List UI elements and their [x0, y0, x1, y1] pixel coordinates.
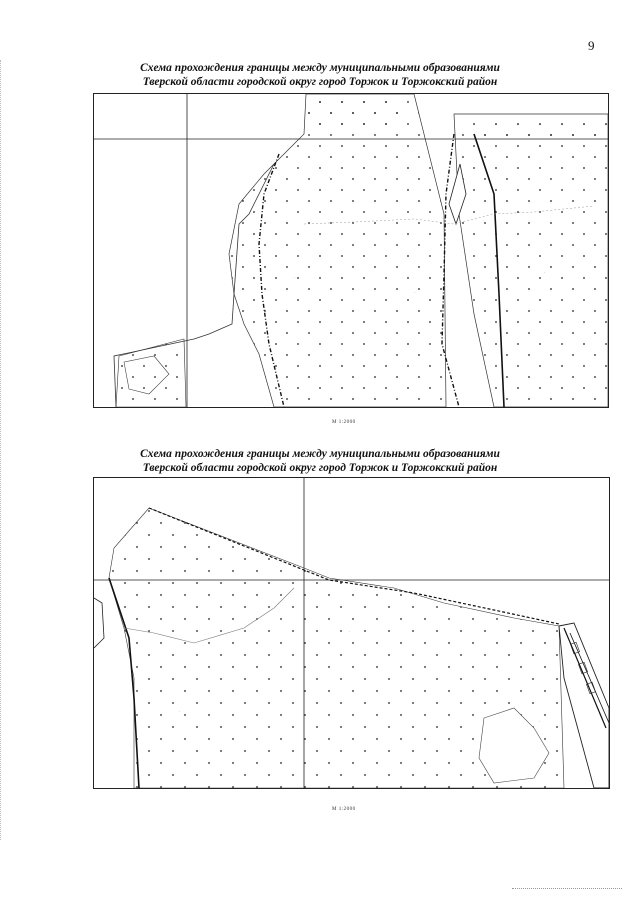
map-1-scale-label: М 1:2000	[332, 420, 356, 425]
parcel-label: ·	[544, 270, 546, 275]
page-number: 9	[588, 38, 595, 53]
map-2-title-line-1: Схема прохождения границы между муниципальными образованиями	[140, 448, 500, 460]
parcel-label: ·	[179, 709, 181, 714]
parcel-area-top	[306, 94, 404, 134]
parcel-label: ·	[539, 719, 541, 724]
parcel-label: ·	[414, 290, 416, 295]
river-bank	[94, 598, 104, 648]
map-2-drawing	[94, 478, 609, 788]
parcel-area-top-right	[474, 124, 608, 139]
parcel-area-center	[229, 94, 446, 407]
parcel-label: ·	[294, 275, 296, 280]
map-1-title	[0, 61, 640, 89]
boundary-map-2	[93, 477, 610, 789]
parcel-area-bottom-left	[116, 339, 186, 407]
parcel-label: ·	[329, 175, 331, 180]
map-1-drawing	[94, 94, 608, 407]
map-2-title-line-2: Тверской области городской округ город Торжок и Торжокский район	[142, 462, 498, 474]
map-2-scale-label: М 1:2000	[332, 807, 356, 812]
parcel-area-right	[454, 114, 608, 407]
boundary-map-1	[93, 93, 609, 408]
map-1-title-line-2: Тверской области городской округ город Торжок и Торжокский район	[142, 76, 498, 88]
map-1-title-line-1: Схема прохождения границы между муниципальными образованиями	[140, 62, 500, 74]
map-2-title	[0, 447, 640, 475]
parcel-label: ·	[349, 629, 351, 634]
footer-rule	[512, 888, 622, 889]
